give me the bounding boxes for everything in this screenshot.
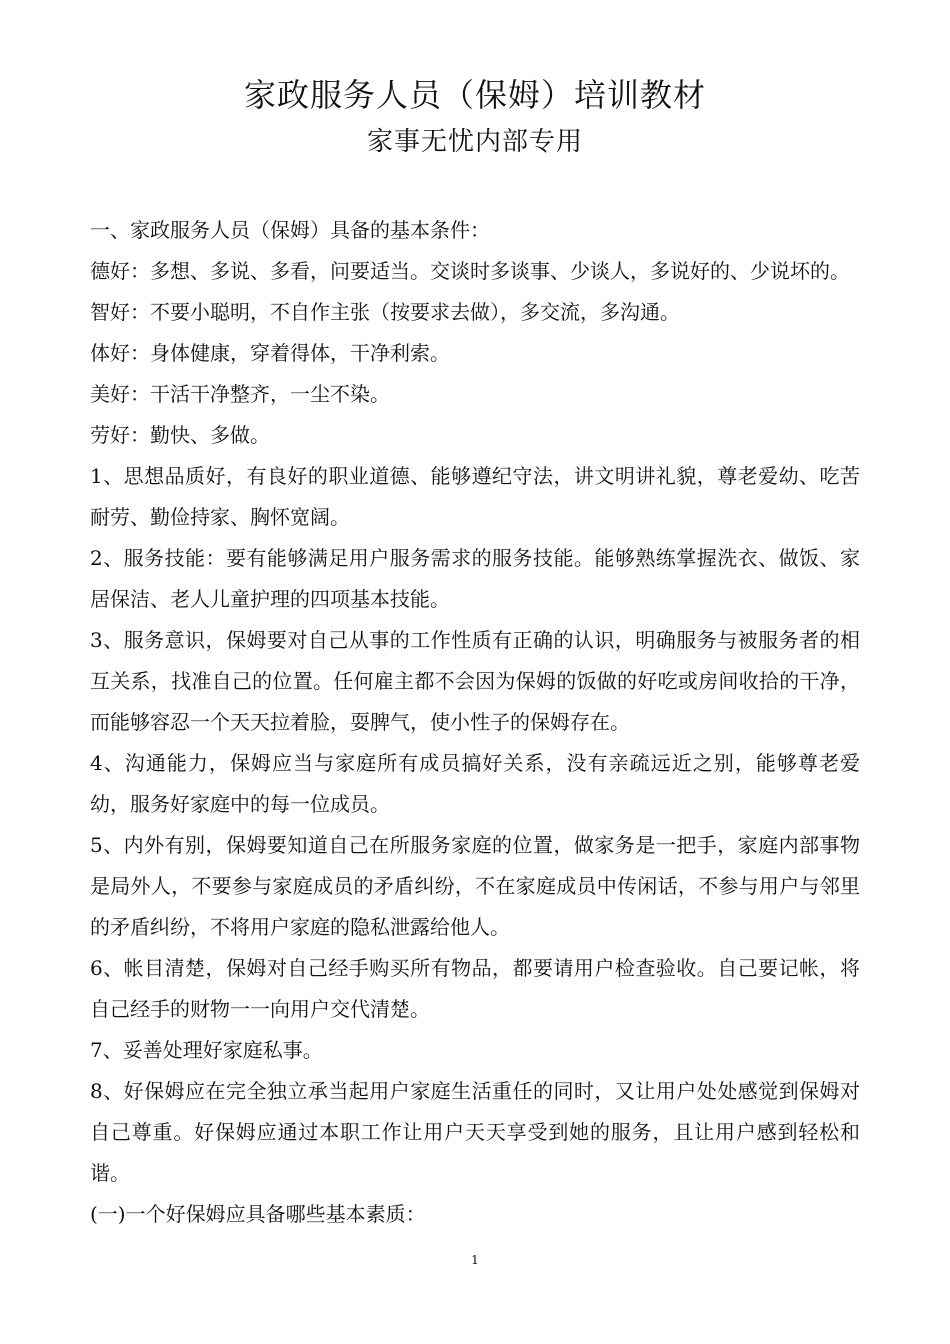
section-heading: 一、家政服务人员（保姆）具备的基本条件： — [90, 218, 490, 242]
paragraph-lao-hao: 劳好：勤快、多做。 — [90, 423, 270, 447]
document-title: 家政服务人员（保姆）培训教材 — [243, 76, 706, 114]
document-body — [90, 210, 860, 1235]
paragraph-item-2: 2、服务技能：要有能够满足用户服务需求的服务技能。能够熟练掌握洗衣、做饭、家居保洁、老人儿童护理的四项基本技能。 — [90, 546, 860, 611]
paragraph-item-7: 7、妥善处理好家庭私事。 — [90, 1038, 323, 1062]
paragraph-item-3: 3、服务意识，保姆要对自己从事的工作性质有正确的认识，明确服务与被服务者的相互关系，找准自己的位置。任何雇主都不会因为保姆的饭做的好吃或房间收拾的干净，而能够容忍一个天天拉着脸，耍脾气，使小性子的保姆存在。 — [90, 628, 860, 734]
paragraph-item-4: 4、沟通能力，保姆应当与家庭所有成员搞好关系，没有亲疏远近之别，能够尊老爱幼，服务好家庭中的每一位成员。 — [90, 751, 860, 816]
paragraph-item-8: 8、好保姆应在完全独立承当起用户家庭生活重任的同时，又让用户处处感觉到保姆对自己尊重。好保姆应通过本职工作让用户天天享受到她的服务，且让用户感到轻松和谐。 — [90, 1079, 860, 1185]
paragraph-de-hao: 德好：多想、多说、多看，问要适当。交谈时多谈事、少谈人，多说好的、少说坏的。 — [90, 259, 850, 283]
document-subtitle: 家事无忧内部专用 — [366, 127, 583, 157]
paragraph-mei-hao: 美好：干活干净整齐，一尘不染。 — [90, 382, 390, 406]
paragraph-ti-hao: 体好：身体健康，穿着得体，干净利索。 — [90, 341, 450, 365]
paragraph-item-1: 1、思想品质好，有良好的职业道德、能够遵纪守法，讲文明讲礼貌，尊老爱幼、吃苦耐劳、勤俭持家、胸怀宽阔。 — [90, 464, 860, 529]
paragraph-item-5: 5、内外有别，保姆要知道自己在所服务家庭的位置，做家务是一把手，家庭内部事物是局外人，不要参与家庭成员的矛盾纠纷，不在家庭成员中传闲话，不参与用户与邻里的矛盾纠纷，不将用户家庭的隐私泄露给他人。 — [90, 833, 860, 939]
paragraph-zhi-hao: 智好：不要小聪明，不自作主张（按要求去做），多交流，多沟通。 — [90, 300, 680, 324]
paragraph-item-6: 6、帐目清楚，保姆对自己经手购买所有物品，都要请用户检查验收。自己要记帐，将自己经手的财物一一向用户交代清楚。 — [90, 956, 860, 1021]
subsection-heading: (一)一个好保姆应具备哪些基本素质： — [90, 1202, 426, 1226]
page-number: 1 — [471, 1253, 479, 1267]
